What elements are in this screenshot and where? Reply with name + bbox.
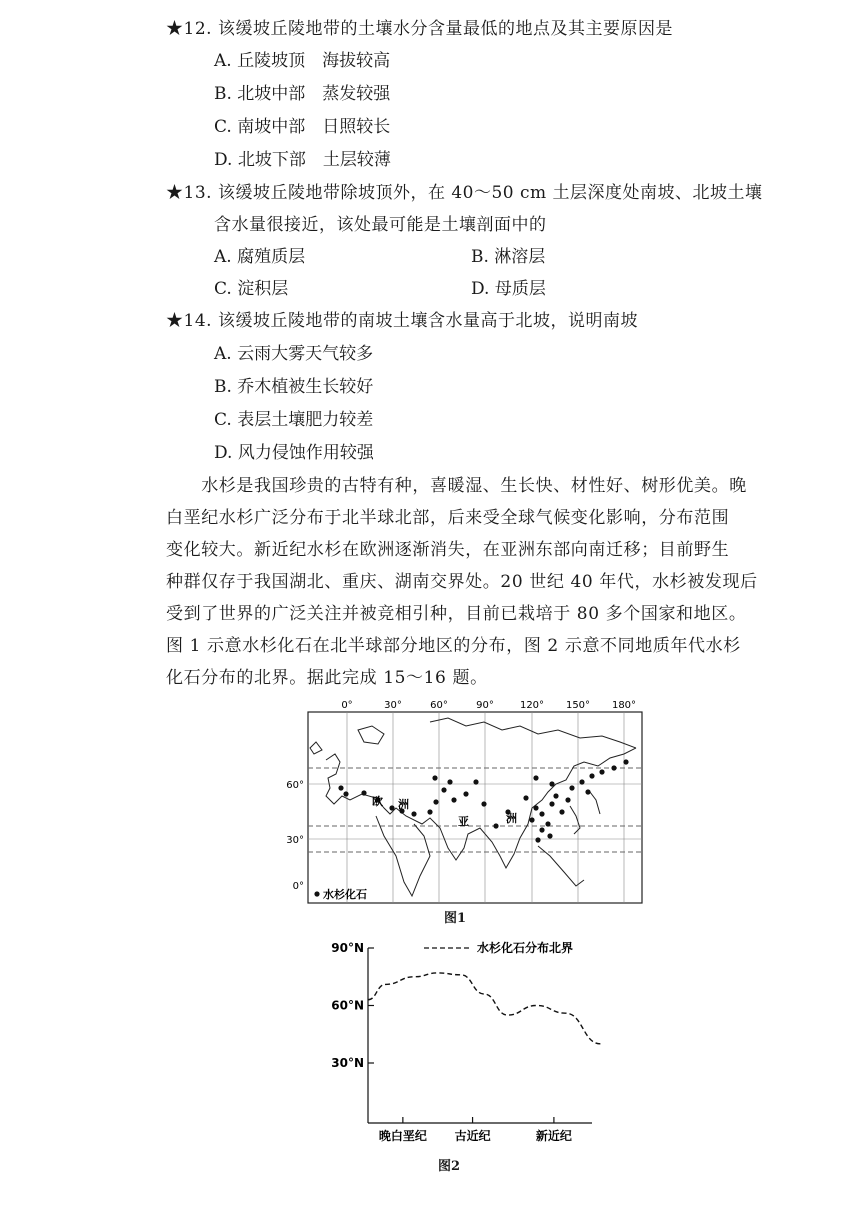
question-12-option-d: D. 北坡下部 土层较薄 bbox=[214, 150, 391, 170]
question-14-option-c: C. 表层土壤肥力较差 bbox=[214, 410, 374, 430]
lat-label: 60° bbox=[286, 780, 304, 791]
passage-line-6: 图 1 示意水杉化石在北半球部分地区的分布，图 2 示意不同地质年代水杉 bbox=[166, 636, 741, 656]
question-12-option-a: A. 丘陵坡顶 海拔较高 bbox=[214, 51, 391, 71]
figure-2-chart bbox=[320, 928, 620, 1150]
legend-label: 水杉化石分布北界 bbox=[477, 941, 574, 955]
map-frame bbox=[308, 712, 642, 903]
lat-label: 0° bbox=[292, 881, 304, 892]
lon-label: 180° bbox=[611, 700, 637, 711]
x-tick-label: 晚白垩纪 bbox=[378, 1129, 427, 1143]
question-12-option-c: C. 南坡中部 日照较长 bbox=[214, 117, 391, 137]
question-14-option-d: D. 风力侵蚀作用较强 bbox=[214, 443, 374, 463]
lon-label: 0° bbox=[341, 700, 353, 711]
question-13-option-c: C. 淀积层 bbox=[214, 279, 289, 299]
region-label-zhou: 洲 bbox=[506, 812, 517, 825]
region-label-zhou: 洲 bbox=[398, 798, 409, 811]
lon-label: 30° bbox=[384, 700, 402, 711]
passage-line-2: 白垩纪水杉广泛分布于北半球北部，后来受全球气候变化影响，分布范围 bbox=[166, 508, 730, 528]
figure-1-caption: 图1 bbox=[444, 911, 467, 926]
lon-label: 90° bbox=[476, 700, 494, 711]
northern-limit-line bbox=[368, 973, 600, 1044]
passage-line-4: 种群仅存于我国湖北、重庆、湖南交界处。20 世纪 40 年代，水杉被发现后 bbox=[166, 572, 758, 592]
question-13-option-d: D. 母质层 bbox=[471, 279, 546, 299]
question-12-stem: ★12. 该缓坡丘陵地带的土壤水分含量最低的地点及其主要原因是 bbox=[166, 19, 673, 39]
figure-1-map bbox=[280, 696, 650, 908]
legend-label: 水杉化石 bbox=[323, 888, 367, 901]
question-13-stem-line2: 含水量很接近，该处最可能是土壤剖面中的 bbox=[214, 215, 547, 235]
question-13-option-b: B. 淋溶层 bbox=[471, 247, 546, 267]
lon-label: 150° bbox=[565, 700, 591, 711]
question-13-option-a: A. 腐殖质层 bbox=[214, 247, 306, 267]
question-13-stem-line1: ★13. 该缓坡丘陵地带除坡顶外，在 40～50 cm 土层深度处南坡、北坡土壤 bbox=[166, 183, 763, 203]
lon-label: 60° bbox=[430, 700, 448, 711]
passage-line-7: 化石分布的北界。据此完成 15～16 题。 bbox=[166, 668, 488, 688]
question-14-option-a: A. 云雨大雾天气较多 bbox=[214, 344, 374, 364]
x-tick-label: 古近纪 bbox=[454, 1129, 491, 1143]
y-tick-label: 60°N bbox=[331, 998, 364, 1013]
axis-group bbox=[368, 948, 592, 1123]
passage-line-1: 水杉是我国珍贵的古特有种，喜暖湿、生长快、材性好、树形优美。晚 bbox=[166, 476, 747, 496]
question-12-option-b: B. 北坡中部 蒸发较强 bbox=[214, 84, 391, 104]
figure-2-caption: 图2 bbox=[438, 1159, 461, 1174]
legend-marker bbox=[314, 891, 319, 896]
region-label-ou: 欧 bbox=[372, 795, 383, 808]
question-14-option-b: B. 乔木植被生长较好 bbox=[214, 377, 374, 397]
lon-label: 120° bbox=[519, 700, 545, 711]
passage-line-5: 受到了世界的广泛关注并被竞相引种，目前已栽培于 80 多个国家和地区。 bbox=[166, 604, 747, 624]
lat-label: 30° bbox=[286, 835, 304, 846]
y-tick-label: 90°N bbox=[331, 941, 364, 955]
y-tick-label: 30°N bbox=[331, 1056, 364, 1070]
x-tick-label: 新近纪 bbox=[535, 1129, 572, 1143]
question-14-stem: ★14. 该缓坡丘陵地带的南坡土壤含水量高于北坡，说明南坡 bbox=[166, 311, 638, 331]
passage-line-3: 变化较大。新近纪水杉在欧洲逐渐消失，在亚洲东部向南迁移；目前野生 bbox=[166, 540, 730, 560]
region-label-ya: 亚 bbox=[458, 815, 469, 828]
